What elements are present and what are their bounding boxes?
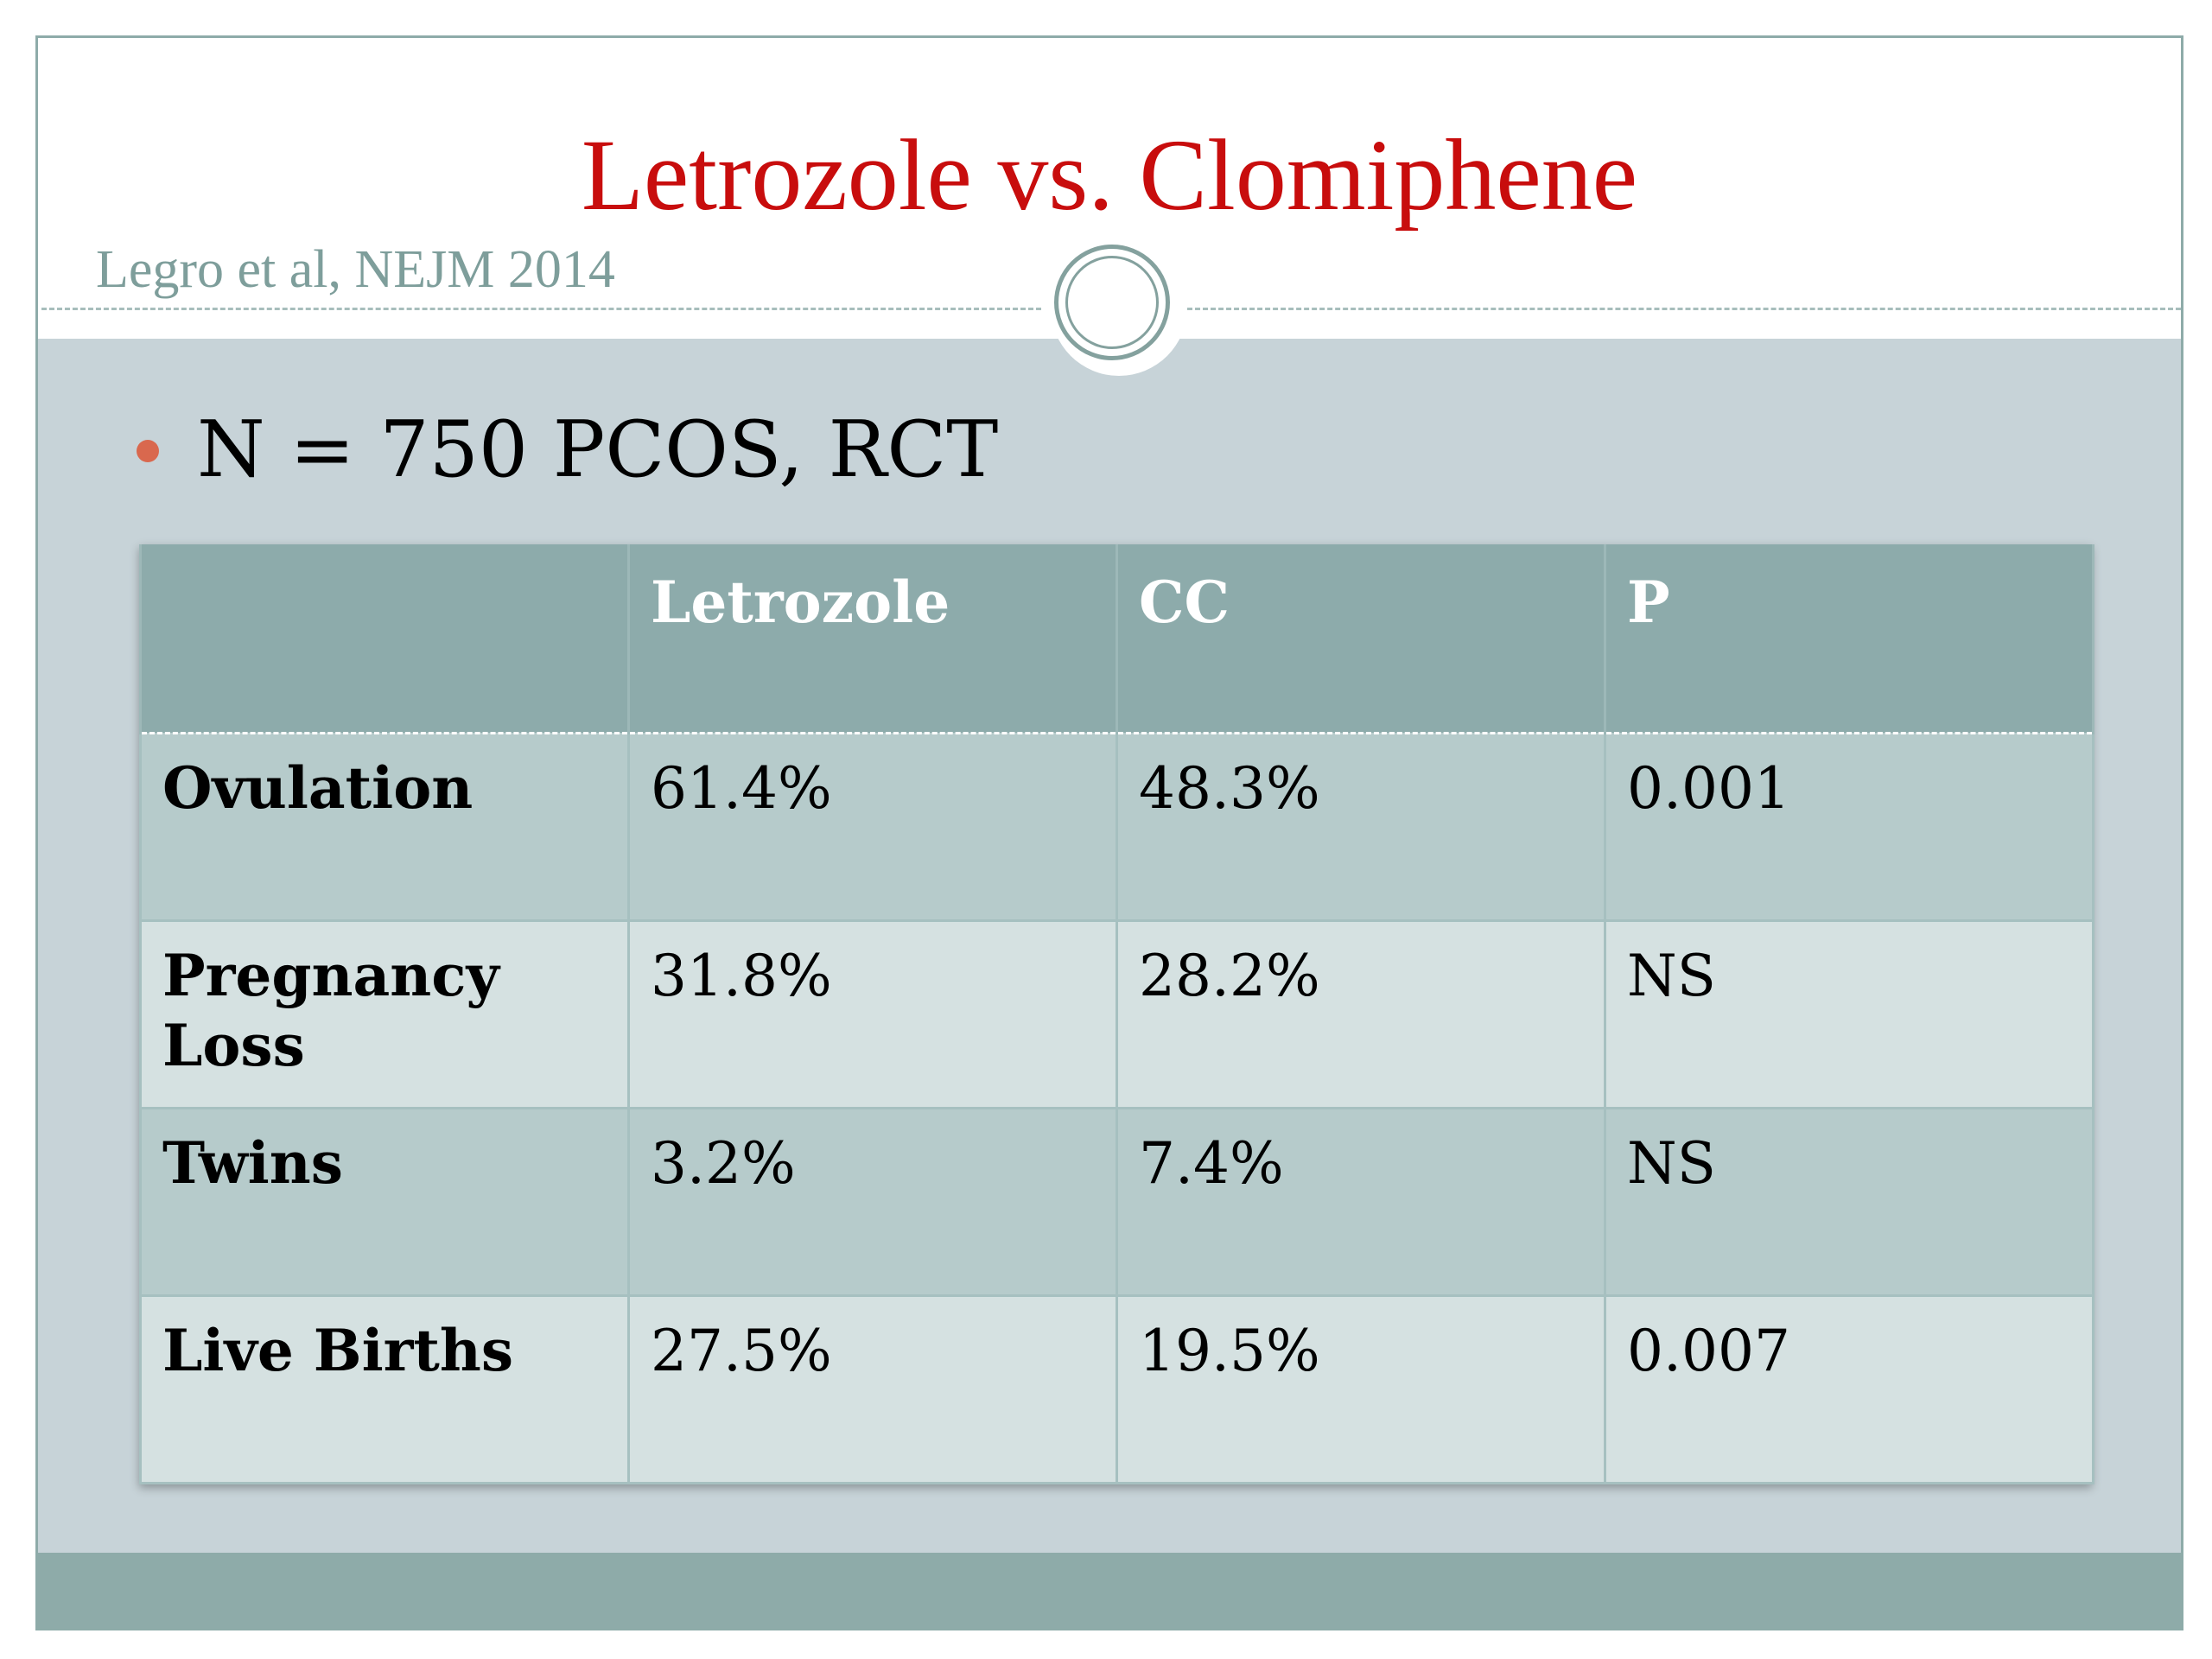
slide-title: Letrozole vs. Clomiphene <box>581 118 1638 232</box>
header-divider-left <box>41 308 1041 310</box>
table-cell: 7.4% <box>1117 1108 1605 1295</box>
table-row <box>141 920 2094 1108</box>
header-label: P <box>1627 569 1670 636</box>
slide <box>35 35 2183 1630</box>
table-cell: 48.3% <box>1117 733 1605 920</box>
footer-bar <box>38 1553 2181 1628</box>
table-cell: NS <box>1605 1108 2094 1295</box>
header-divider-right <box>1187 308 2181 310</box>
table-row <box>141 1108 2094 1295</box>
header-cell-p <box>1605 544 2094 733</box>
header-cell-cc <box>1117 544 1605 733</box>
table-cell: NS <box>1605 920 2094 1108</box>
header-cell-letrozole <box>629 544 1117 733</box>
header-label: Letrozole <box>651 569 950 636</box>
row-label-cell: Ovulation <box>141 733 629 920</box>
table-row <box>141 1295 2094 1483</box>
bullet-text: N = 750 PCOS, RCT <box>197 404 999 495</box>
table-row <box>141 733 2094 920</box>
table-cell: 19.5% <box>1117 1295 1605 1483</box>
table-cell: 28.2% <box>1117 920 1605 1108</box>
table-cell: 61.4% <box>629 733 1117 920</box>
results-table <box>139 544 2092 1484</box>
slide-subtitle: Legro et al, NEJM 2014 <box>96 240 615 299</box>
bullet-dot-icon <box>137 440 159 462</box>
header-cell-blank <box>141 544 629 733</box>
table-cell: 3.2% <box>629 1108 1117 1295</box>
circle-ornament-icon <box>1054 245 1170 360</box>
header-label: CC <box>1139 569 1230 636</box>
table-header-row <box>141 544 2094 733</box>
row-label-cell: Pregnancy Loss <box>141 920 629 1108</box>
table-cell: 31.8% <box>629 920 1117 1108</box>
row-label-cell: Live Births <box>141 1295 629 1483</box>
table-cell: 0.001 <box>1605 733 2094 920</box>
row-label-cell: Twins <box>141 1108 629 1295</box>
table-cell: 27.5% <box>629 1295 1117 1483</box>
table-cell: 0.007 <box>1605 1295 2094 1483</box>
